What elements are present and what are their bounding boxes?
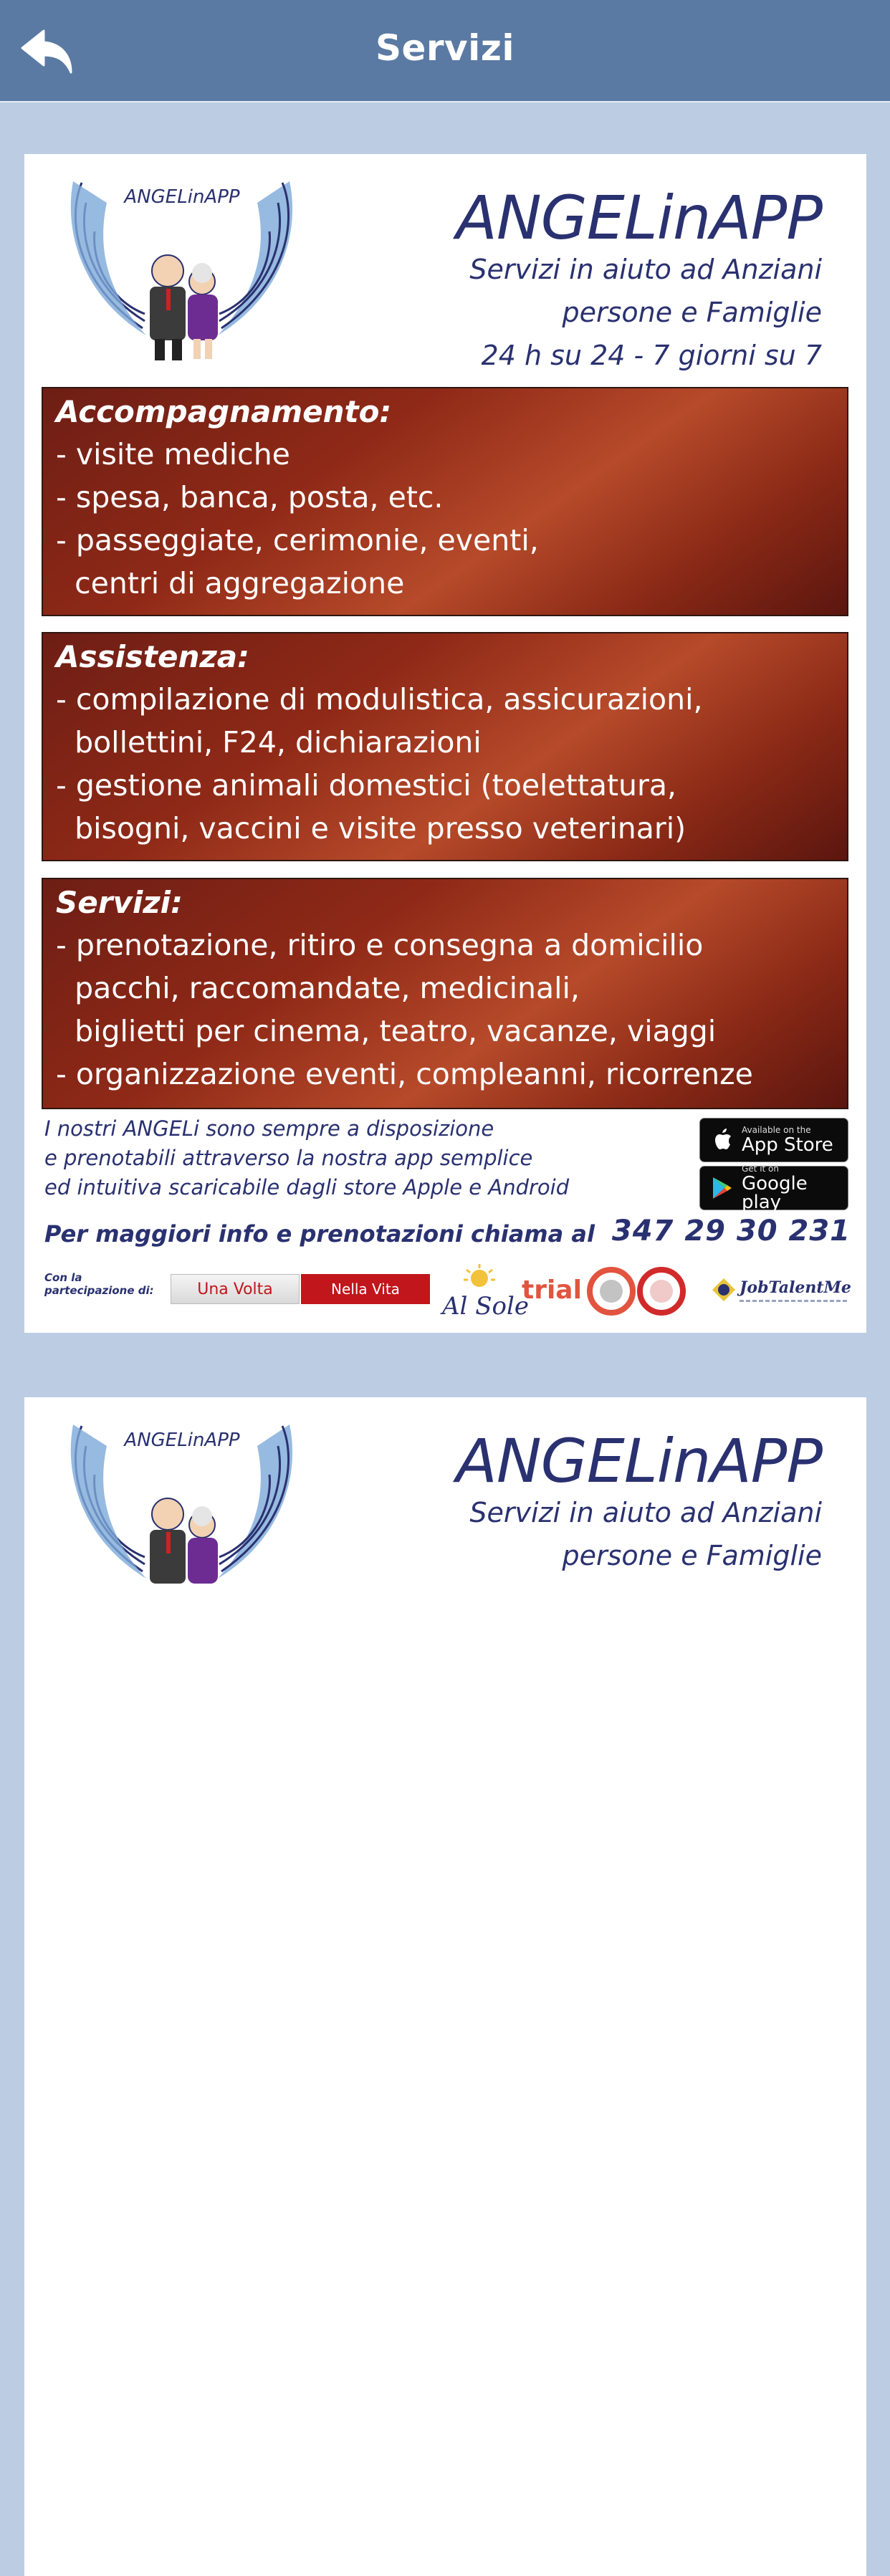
partner-al-sole-logo (435, 1263, 529, 1321)
section-title: Assistenza: (56, 639, 249, 674)
tagline-line: 24 h su 24 - 7 giorni su 7 (481, 340, 822, 371)
brand-name: ANGELinAPP (456, 183, 822, 253)
partner-go-logo (585, 1265, 693, 1317)
section-line: - spesa, banca, posta, etc. (56, 480, 444, 514)
phone-number[interactable]: 347 29 30 231 (611, 1215, 851, 1248)
section-line: - compilazione di modulistica, assicurazioni, (56, 682, 703, 717)
partner-jobtalentme-logo (711, 1275, 851, 1311)
note-line: I nostri ANGELi sono sempre a disposizione (44, 1116, 494, 1141)
section-accompagnamento (42, 387, 848, 616)
google-play-icon (712, 1176, 733, 1200)
partner-una-volta-logo: Una Volta (171, 1274, 300, 1304)
contact-text: Per maggiori info e prenotazioni chiama al (44, 1220, 595, 1248)
jobtalentme-subtitle (740, 1300, 847, 1302)
tagline-line: Servizi in aiuto ad Anziani (469, 254, 822, 285)
badge-small-text: Available on the (742, 1125, 811, 1135)
note-line: e prenotabili attraverso la nostra app semplice (44, 1146, 533, 1170)
section-line: - passeggiate, cerimonie, eventi, (56, 523, 539, 557)
partner-trial-logo: trial (522, 1275, 582, 1305)
google-play-badge[interactable] (699, 1164, 848, 1213)
section-line: bollettini, F24, dichiarazioni (56, 725, 482, 760)
partners-strip (44, 1263, 851, 1320)
page-title: Servizi (375, 27, 515, 69)
section-title: Servizi: (56, 885, 183, 920)
badge-small-text: Get it on (742, 1164, 780, 1174)
partners-label: Con la partecipazione di: (44, 1271, 154, 1297)
section-assistenza (42, 632, 848, 861)
section-servizi (42, 878, 848, 1109)
badge-big-text: Google play (742, 1173, 808, 1213)
flyer-image-card[interactable] (24, 1397, 866, 2576)
job-icon (711, 1277, 737, 1303)
note-line: ed intuitiva scaricabile dagli store Apple e Android (44, 1175, 570, 1200)
jobtalentme-text: JobTalentMe (740, 1278, 851, 1297)
flyer-image-card[interactable] (24, 154, 866, 1333)
section-line: - prenotazione, ritiro e consegna a domicilio (56, 928, 704, 962)
logo-text: ANGELinAPP (124, 186, 240, 208)
apple-icon (712, 1127, 733, 1153)
section-line: bisogni, vaccini e visite presso veterinari) (56, 811, 686, 846)
section-line: centri di aggregazione (56, 566, 405, 600)
contact-row (44, 1215, 851, 1256)
section-line: - organizzazione eventi, compleanni, ricorrenze (56, 1057, 753, 1091)
brand-name: ANGELinAPP (456, 1426, 822, 1496)
al-sole-text: Al Sole (442, 1292, 529, 1321)
section-line: - gestione animali domestici (toelettatura, (56, 768, 677, 803)
logo-text: ANGELinAPP (124, 1430, 240, 1451)
partner-nella-vita-logo: Nella Vita (301, 1274, 430, 1304)
section-line: biglietti per cinema, teatro, vacanze, viaggi (56, 1014, 717, 1048)
section-title: Accompagnamento: (56, 394, 392, 429)
badge-big-text: App Store (742, 1134, 833, 1156)
navbar (0, 0, 890, 102)
angel-wings-logo (60, 1417, 304, 1612)
tagline-line: persone e Famiglie (562, 1540, 822, 1571)
availability-note (44, 1114, 675, 1202)
section-line: pacchi, raccomandate, medicinali, (56, 971, 580, 1005)
tagline-line: persone e Famiglie (562, 297, 822, 328)
app-store-badge[interactable] (699, 1118, 848, 1162)
section-line: - visite mediche (56, 437, 290, 471)
angel-wings-logo (60, 174, 304, 369)
tagline-line: Servizi in aiuto ad Anziani (469, 1497, 822, 1528)
